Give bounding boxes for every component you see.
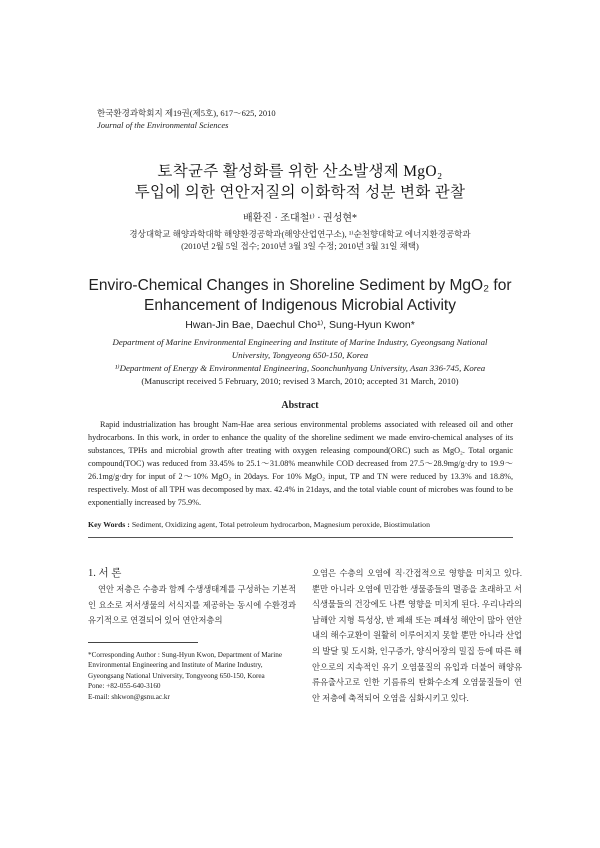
footnote-corresponding-author: *Corresponding Author : Sung-Hyun Kwon, Department of Marine Environmental Engineering and Institute of Marine Industry, Gyeongsang National University, Tongyeong 650-150, Korea <box>88 651 283 680</box>
journal-header <box>97 107 276 131</box>
section-heading: 1. 서 론 <box>88 568 122 579</box>
english-affiliation-2: ¹⁾Department of Energy & Environmental Engineering, Soonchunhyang University, Asan 336-745, Korea <box>114 363 486 373</box>
english-affiliation-1-line-2: University, Tongyeong 650-150, Korea <box>231 350 369 360</box>
english-title-line-2: Enhancement of Indigenous Microbial Activity <box>144 297 456 314</box>
korean-affiliation <box>40 228 560 252</box>
keywords-text: Sediment, Oxidizing agent, Total petroleum hydrocarbon, Magnesium peroxide, Biostimulation <box>131 520 430 529</box>
korean-authors: 배환진 · 조대철¹⁾ · 권성현* <box>242 213 358 224</box>
footnote <box>88 650 300 702</box>
abstract-heading: Abstract <box>281 400 319 411</box>
keywords <box>88 520 518 529</box>
keywords-divider <box>88 537 513 538</box>
abstract-body: Rapid industrialization has brought Nam-Hae area serious environmental problems associated with released oil and other hydrocarbons. In this work, in order to enhance the quality of the shoreline sediment we made enviro-chemical analyses of its substances, TPHs and microbial growth after treating with oxygen releasing compound(ORC) such as MgO₂. Total organic compound(TOC) was reduced from 33.45% to 25.1～31.08% meanwhile COD decreased from 27.5～28.9mg/g·dry to 19.9～26.1mg/g·dry for input of 2～10% MgO₂ in 20days. For 10% MgO₂ input, TP and TN were reduced by 13.3% and 18.8%, respectively. Most of all TPH was decomposed by max. 42.4% in 21days, and the total viable count of microbes was found to be exponentially increased by 75.9%. <box>88 420 513 507</box>
korean-affiliation-line: 경상대학교 해양과학대학 해양환경공학과(해양산업연구소), ¹⁾순천향대학교 에너지환경공학과 <box>129 229 471 239</box>
english-affiliation <box>60 336 540 388</box>
korean-title <box>40 161 560 203</box>
footnote-phone: Pone: +82-055-640-3160 <box>88 682 161 691</box>
english-title <box>40 276 560 316</box>
keywords-label: Key Words : <box>88 520 130 529</box>
korean-title-line-1: 토착균주 활성화를 위한 산소발생제 MgO₂ <box>157 163 443 180</box>
english-authors: Hwan-Jin Bae, Daechul Cho¹⁾, Sung-Hyun Kwon* <box>185 319 415 331</box>
footnote-divider <box>88 642 198 643</box>
journal-name: Journal of the Environmental Sciences <box>97 120 229 130</box>
journal-citation: 한국환경과학회지 제19권(제5호), 617～625, 2010 <box>97 108 276 118</box>
footnote-email: E-mail: shkwon@gsnu.ac.kr <box>88 692 170 701</box>
right-column-text: 오염은 수층의 오염에 직·간접적으로 영향을 미치고 있다. 뿐만 아니라 오염에 민감한 생물종들의 멸종을 초래하고 서식생물들의 건강에도 나쁜 영향을 미치게 된다. 우리나라의 남해안 지형 특성상, 반 폐쇄 또는 폐쇄성 해안이 많아 연안내의 해수교환이 원활히 이루어지지 못할 뿐만 아니라 산업의 발달 및 도시화, 인구증가, 양식어장의 밀집 등에 따른 해안으로의 지속적인 유기 오염물질의 유입과 더불어 해양유류유출사고로 인한 기름류의 탄화수소계 오염물질들이 연안 저층에 축적되어 오염을 심화시키고 있다. <box>312 569 522 703</box>
korean-title-line-2: 투입에 의한 연안저질의 이화학적 성분 변화 관찰 <box>134 184 466 201</box>
korean-received-dates: (2010년 2월 5일 접수; 2010년 3월 3일 수정; 2010년 3월 31일 채택) <box>181 241 419 251</box>
english-affiliation-1-line-1: Department of Marine Environmental Engineering and Institute of Marine Industry, Gyeongsang National <box>112 337 488 347</box>
english-received-dates: (Manuscript received 5 February, 2010; revised 3 March, 2010; accepted 31 March, 2010) <box>141 376 459 386</box>
left-column-text: 연안 저층은 수층과 함께 수생생태계를 구성하는 기본적인 요소로 저서생물의 서식지를 제공하는 동시에 수환경과 유기적으로 연결되어 있어 연안저층의 <box>88 585 296 626</box>
english-title-line-1: Enviro-Chemical Changes in Shoreline Sediment by MgO₂ for <box>88 277 512 294</box>
